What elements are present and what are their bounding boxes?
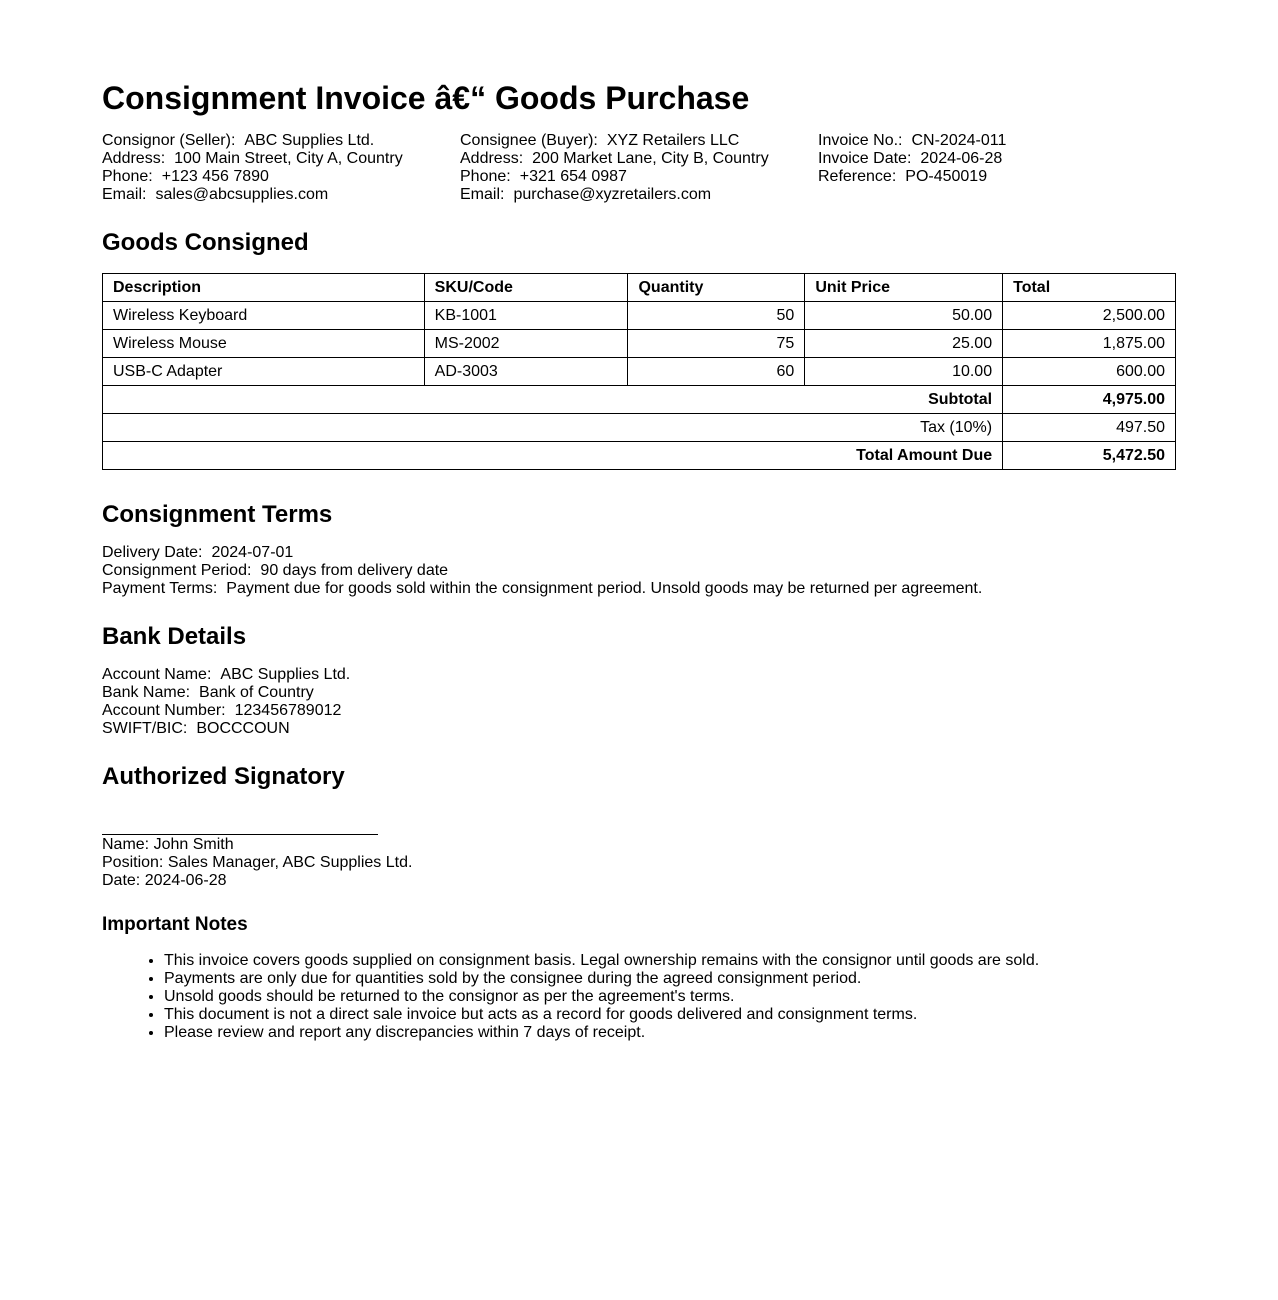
item-quantity: 60 (628, 358, 805, 386)
signatory-date: Date: 2024-06-28 (102, 872, 227, 889)
invoice-date: 2024-06-28 (920, 150, 1003, 167)
bank-name: Bank of Country (199, 684, 314, 701)
column-header-sku: SKU/Code (424, 274, 628, 302)
swift-code: BOCCCOUN (196, 720, 290, 737)
consignee-phone-label: Phone: (460, 168, 511, 185)
consignee-email-label: Email: (460, 186, 505, 203)
consignor-phone-label: Phone: (102, 168, 153, 185)
consignor-address: 100 Main Street, City A, Country (174, 150, 403, 167)
delivery-date: 2024-07-01 (211, 544, 294, 561)
consignor-name: ABC Supplies Ltd. (244, 132, 375, 149)
invoice-date-label: Invoice Date: (818, 150, 912, 167)
item-description: USB-C Adapter (103, 358, 425, 386)
consignment-period: 90 days from delivery date (260, 562, 449, 579)
reference-value: PO-450019 (905, 168, 988, 185)
list-item: • Please review and report any discrepancies within 7 days of receipt. (164, 1024, 1039, 1042)
signatory-name: Name: John Smith (102, 836, 234, 853)
tax-label: Tax (10%) (103, 414, 1003, 442)
subtotal-label: Subtotal (103, 386, 1003, 414)
account-name: ABC Supplies Ltd. (220, 666, 351, 683)
total-due-value: 5,472.50 (1003, 442, 1176, 470)
consignor-address-label: Address: (102, 150, 166, 167)
item-sku: MS-2002 (424, 330, 628, 358)
invoice-number-label: Invoice No.: (818, 132, 903, 149)
tax-row (103, 414, 1176, 442)
goods-table (102, 273, 1176, 470)
signatory-heading: Authorized Signatory (102, 763, 345, 790)
list-item: • Unsold goods should be returned to the consignor as per the agreement's terms. (164, 988, 1039, 1006)
account-number: 123456789012 (234, 702, 342, 719)
item-sku: AD-3003 (424, 358, 628, 386)
item-quantity: 50 (628, 302, 805, 330)
consignee-email: purchase@xyzretailers.com (513, 186, 712, 203)
consignee-block (460, 132, 769, 204)
table-row (103, 330, 1176, 358)
payment-terms-label: Payment Terms: (102, 580, 218, 597)
bank-name-label: Bank Name: (102, 684, 191, 701)
terms-block (102, 544, 982, 598)
terms-heading: Consignment Terms (102, 501, 333, 528)
bank-block (102, 666, 350, 738)
item-quantity: 75 (628, 330, 805, 358)
column-header-description: Description (103, 274, 425, 302)
account-number-label: Account Number: (102, 702, 226, 719)
column-header-total: Total (1003, 274, 1176, 302)
reference-label: Reference: (818, 168, 897, 185)
subtotal-row (103, 386, 1176, 414)
column-header-quantity: Quantity (628, 274, 805, 302)
notes-list (102, 952, 1039, 1042)
signatory-position: Position: Sales Manager, ABC Supplies Ltd. (102, 854, 413, 871)
payment-terms: Payment due for goods sold within the consignment period. Unsold goods may be returned per agreement. (226, 580, 983, 597)
item-description: Wireless Mouse (103, 330, 425, 358)
item-unit-price: 10.00 (805, 358, 1003, 386)
table-row (103, 358, 1176, 386)
list-item: • This invoice covers goods supplied on consignment basis. Legal ownership remains with the consignor until goods are sold. (164, 952, 1039, 970)
consignor-phone: +123 456 7890 (161, 168, 269, 185)
total-due-row (103, 442, 1176, 470)
item-total: 600.00 (1003, 358, 1176, 386)
consignor-email-label: Email: (102, 186, 147, 203)
swift-label: SWIFT/BIC: (102, 720, 188, 737)
consignee-name-label: Consignee (Buyer): (460, 132, 598, 149)
delivery-date-label: Delivery Date: (102, 544, 203, 561)
list-item: • Payments are only due for quantities sold by the consignee during the agreed consignment period. (164, 970, 1039, 988)
signatory-block (102, 836, 412, 890)
invoice-meta-block (818, 132, 1006, 186)
item-unit-price: 50.00 (805, 302, 1003, 330)
tax-value: 497.50 (1003, 414, 1176, 442)
consignee-name: XYZ Retailers LLC (606, 132, 740, 149)
page-title: Consignment Invoice â€“ Goods Purchase (102, 80, 750, 116)
goods-heading: Goods Consigned (102, 229, 309, 256)
item-total: 2,500.00 (1003, 302, 1176, 330)
invoice-number: CN-2024-011 (911, 132, 1007, 149)
item-unit-price: 25.00 (805, 330, 1003, 358)
list-item: • This document is not a direct sale invoice but acts as a record for goods delivered and consignment terms. (164, 1006, 1039, 1024)
table-header-row (103, 274, 1176, 302)
subtotal-value: 4,975.00 (1003, 386, 1176, 414)
item-total: 1,875.00 (1003, 330, 1176, 358)
bank-heading: Bank Details (102, 623, 247, 650)
notes-heading: Important Notes (102, 914, 248, 935)
column-header-unit-price: Unit Price (805, 274, 1003, 302)
total-due-label: Total Amount Due (103, 442, 1003, 470)
consignor-block (102, 132, 403, 204)
consignor-email: sales@abcsupplies.com (155, 186, 329, 203)
consignee-address: 200 Market Lane, City B, Country (532, 150, 769, 167)
consignor-name-label: Consignor (Seller): (102, 132, 236, 149)
item-sku: KB-1001 (424, 302, 628, 330)
consignee-phone: +321 654 0987 (519, 168, 627, 185)
consignee-address-label: Address: (460, 150, 524, 167)
table-row (103, 302, 1176, 330)
consignment-period-label: Consignment Period: (102, 562, 252, 579)
item-description: Wireless Keyboard (103, 302, 425, 330)
signature-line (102, 834, 378, 835)
account-name-label: Account Name: (102, 666, 212, 683)
